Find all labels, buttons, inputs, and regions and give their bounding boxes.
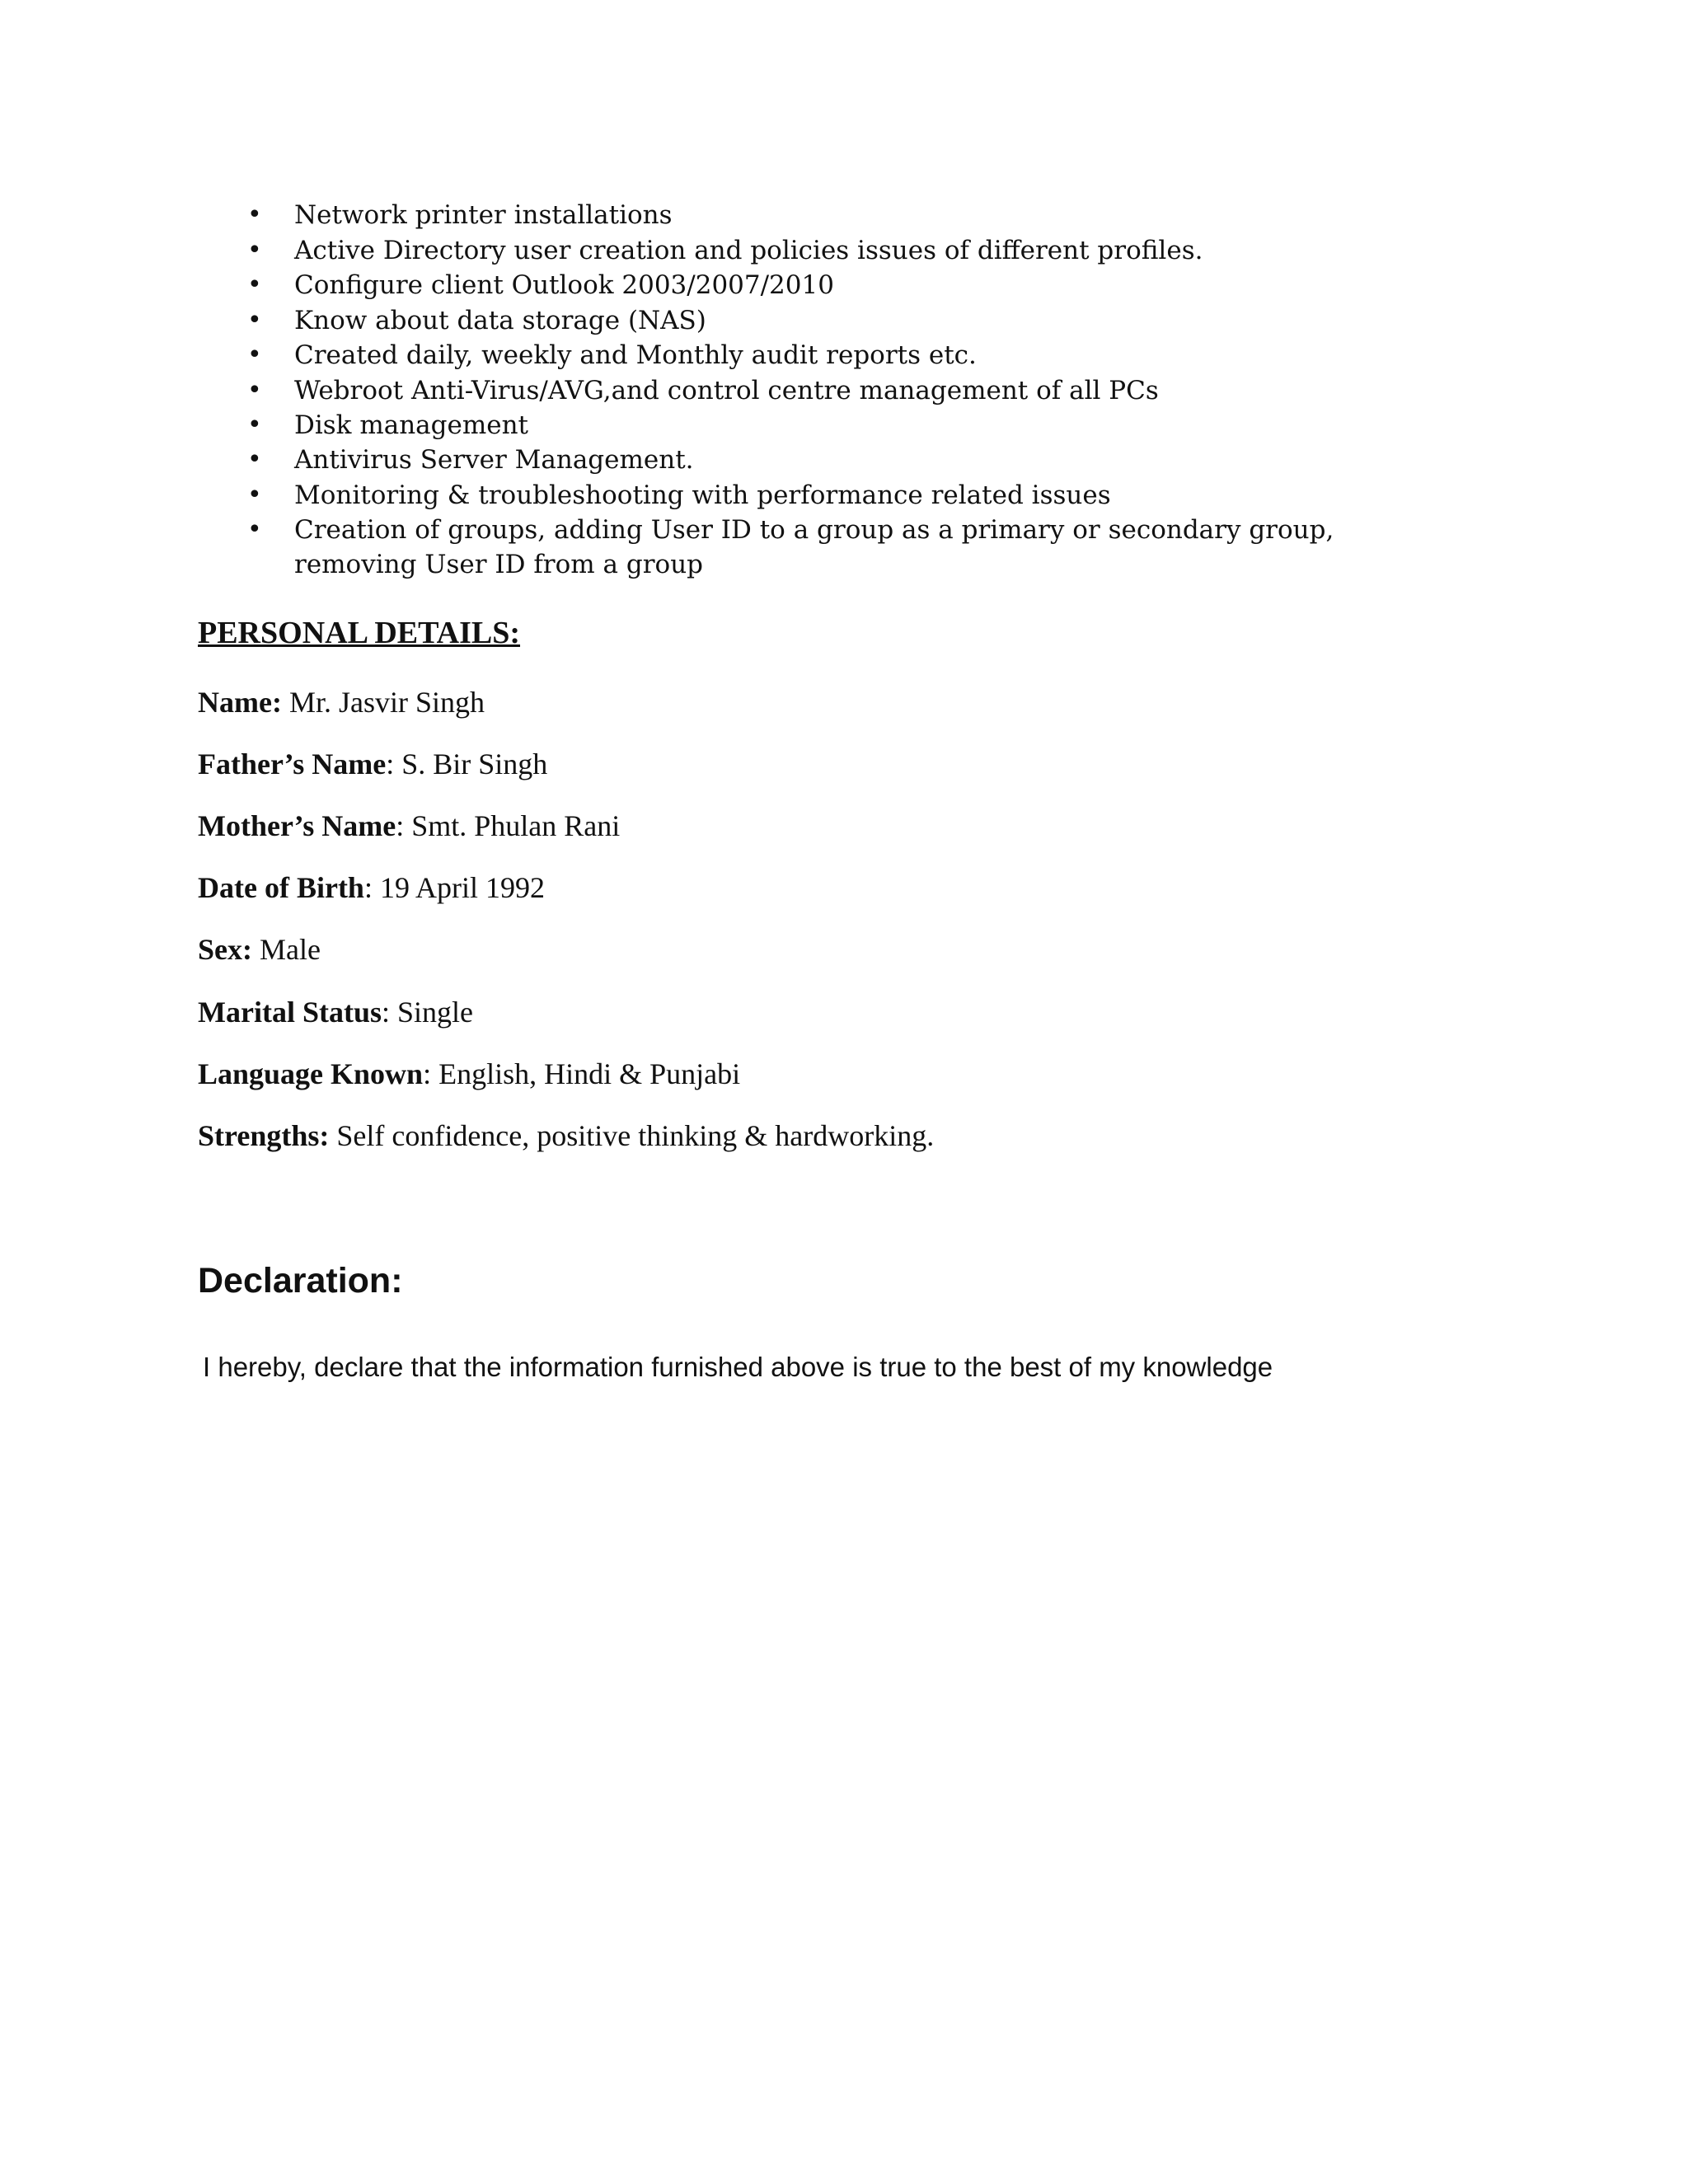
skill-text: Disk management (294, 410, 528, 440)
skill-text: Configure client Outlook 2003/2007/2010 (294, 270, 834, 300)
skill-text: Creation of groups, adding User ID to a group as a primary or secondary group, removing User ID from a group (294, 515, 1334, 579)
detail-value: : Single (381, 996, 473, 1029)
personal-details-heading: PERSONAL DETAILS: (198, 616, 521, 650)
detail-label: Language Known (198, 1057, 424, 1090)
detail-value: : S. Bir Singh (386, 748, 548, 780)
detail-sex (198, 931, 321, 968)
detail-label: Mother’s Name (198, 809, 396, 842)
skill-text: Network printer installations (294, 200, 673, 230)
detail-value: Male (252, 933, 321, 966)
bullet-icon: • (247, 340, 262, 369)
detail-label: Marital Status (198, 996, 382, 1029)
detail-mother-name (198, 808, 620, 844)
skill-text: Antivirus Server Management. (294, 445, 694, 475)
bullet-icon: • (247, 200, 262, 229)
detail-strengths (198, 1118, 934, 1154)
skill-text: Created daily, weekly and Monthly audit reports etc. (294, 340, 977, 370)
declaration-text: I hereby, declare that the information furnished above is true to the best of my knowledge (203, 1352, 1273, 1382)
bullet-icon: • (247, 376, 262, 405)
skill-text: Monitoring & troubleshooting with performance related issues (294, 480, 1111, 510)
declaration-heading: Declaration: (198, 1261, 403, 1301)
bullet-icon: • (247, 236, 262, 265)
bullet-icon: • (247, 480, 262, 509)
detail-value: : English, Hindi & Punjabi (423, 1057, 741, 1090)
bullet-icon: • (247, 515, 262, 544)
skill-text: Know about data storage (NAS) (294, 306, 706, 335)
detail-label: Strengths: (198, 1119, 330, 1152)
detail-value: Self confidence, positive thinking & hardworking. (329, 1119, 935, 1152)
bullet-icon: • (247, 410, 262, 439)
detail-name (198, 684, 485, 720)
detail-label: Sex: (198, 933, 252, 966)
detail-date-of-birth (198, 869, 545, 906)
bullet-icon: • (247, 306, 262, 335)
skill-text: Webroot Anti-Virus/AVG,and control centre management of all PCs (294, 376, 1159, 405)
detail-label: Date of Birth (198, 871, 364, 904)
detail-language-known (198, 1056, 740, 1092)
detail-father-name (198, 746, 547, 782)
skill-text: Active Directory user creation and policies issues of different profiles. (294, 236, 1203, 265)
detail-label: Father’s Name (198, 748, 387, 780)
bullet-icon: • (247, 445, 262, 474)
detail-value: : 19 April 1992 (363, 871, 545, 904)
bullet-icon: • (247, 270, 262, 299)
detail-marital-status (198, 994, 473, 1030)
detail-label: Name: (198, 686, 282, 719)
detail-value: : Smt. Phulan Rani (396, 809, 621, 842)
detail-value: Mr. Jasvir Singh (281, 686, 485, 719)
